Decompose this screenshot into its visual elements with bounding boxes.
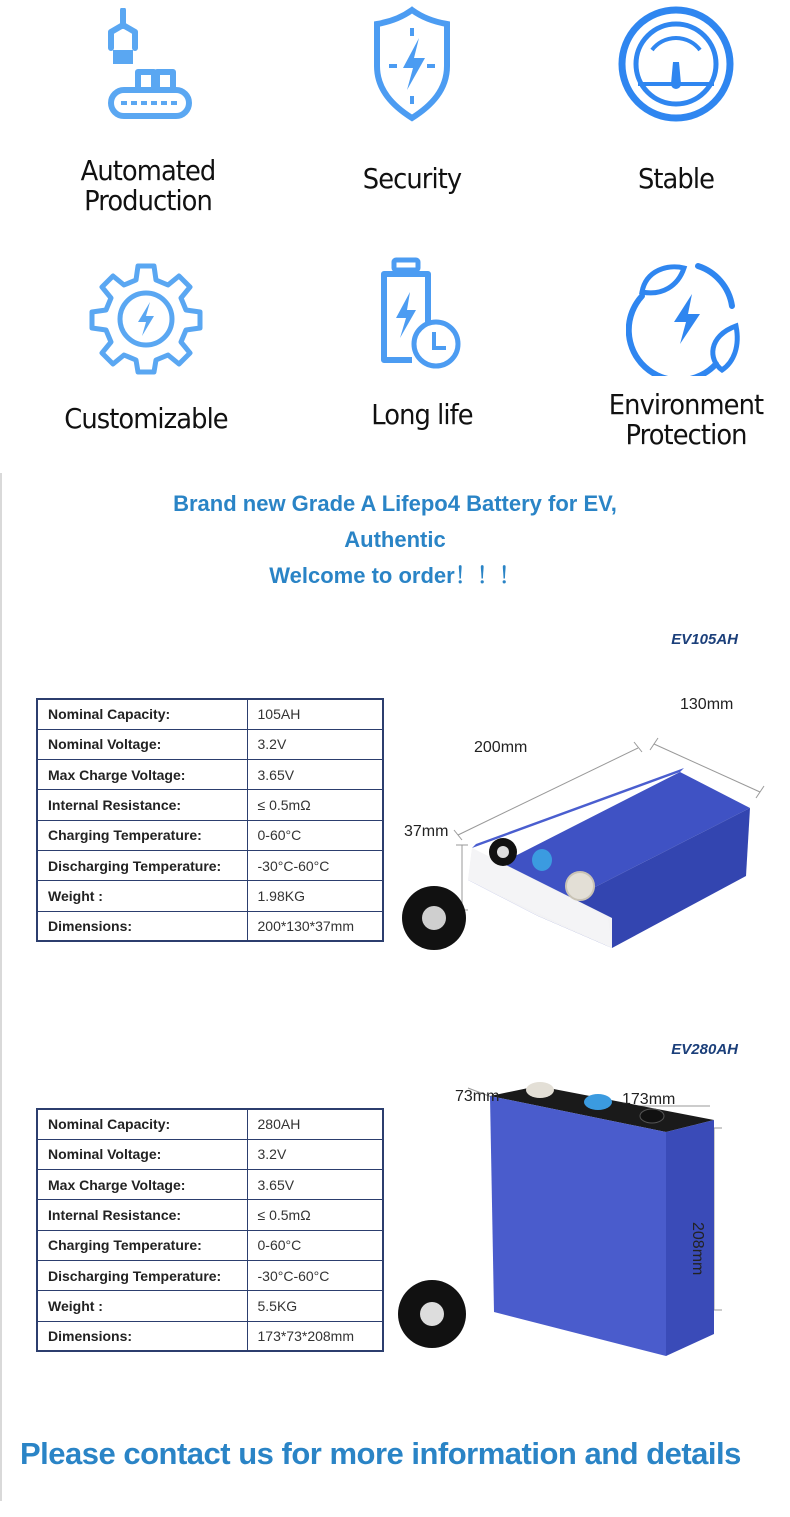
headline — [0, 486, 790, 594]
contact-footer-text: Please contact us for more information and details — [20, 1436, 741, 1471]
shield-lightning-icon — [357, 4, 467, 124]
dim-width-label: 130mm — [680, 696, 734, 713]
gauge-icon — [616, 4, 736, 124]
headline-line-2: Authentic — [344, 527, 446, 552]
feature-label: Automated Production — [80, 154, 216, 217]
feature-environment-protection — [576, 256, 790, 451]
table-row: Nominal Voltage: 3.2V — [37, 1139, 383, 1169]
feature-label: Security — [362, 162, 462, 195]
feature-stable — [566, 4, 786, 195]
table-row: Charging Temperature: 0-60°C — [37, 820, 383, 850]
model-title-ev105ah: EV105AH — [671, 631, 738, 648]
table-row: Max Charge Voltage: 3.65V — [37, 760, 383, 790]
feature-label: Environment Protection — [608, 388, 764, 451]
feature-long-life — [312, 256, 532, 431]
headline-line-1: Brand new Grade A Lifepo4 Battery for EV, — [173, 491, 617, 516]
feature-label: Stable — [637, 162, 715, 195]
table-row: Weight : 5.5KG — [37, 1291, 383, 1321]
feature-automated-production — [38, 8, 258, 217]
table-row: Nominal Capacity: 280AH — [37, 1109, 383, 1139]
table-row: Dimensions: 200*130*37mm — [37, 911, 383, 941]
feature-label: Long life — [371, 398, 473, 431]
table-row: Max Charge Voltage: 3.65V — [37, 1170, 383, 1200]
table-row: Internal Resistance: ≤ 0.5mΩ — [37, 1200, 383, 1230]
table-row: Internal Resistance: ≤ 0.5mΩ — [37, 790, 383, 820]
spec-table-ev105ah — [36, 698, 384, 942]
dim-width-label: 173mm — [622, 1091, 676, 1108]
table-row: Weight : 1.98KG — [37, 881, 383, 911]
table-row: Nominal Voltage: 3.2V — [37, 729, 383, 759]
dim-length-label: 200mm — [474, 739, 528, 756]
leaf-cycle-lightning-icon — [626, 256, 746, 376]
table-row: Charging Temperature: 0-60°C — [37, 1230, 383, 1260]
dim-depth-label: 73mm — [455, 1088, 500, 1105]
left-border-rule — [0, 473, 2, 1501]
conveyor-robot-arm-icon — [83, 8, 213, 123]
table-row: Discharging Temperature: -30°C-60°C — [37, 850, 383, 880]
table-row: Discharging Temperature: -30°C-60°C — [37, 1260, 383, 1290]
feature-label: Customizable — [64, 402, 228, 435]
feature-security — [302, 4, 522, 195]
battery-ev105ah-image — [390, 680, 790, 980]
gear-lightning-icon — [86, 258, 206, 378]
table-row: Nominal Capacity: 105AH — [37, 699, 383, 729]
dim-height-label: 208mm — [689, 1222, 706, 1276]
feature-customizable — [36, 258, 256, 435]
table-row: Dimensions: 173*73*208mm — [37, 1321, 383, 1351]
dim-height-label: 37mm — [404, 823, 449, 840]
model-title-ev280ah: EV280AH — [671, 1041, 738, 1058]
battery-ev280ah-image — [390, 1080, 790, 1420]
spec-table-ev280ah — [36, 1108, 384, 1352]
battery-clock-icon — [372, 256, 472, 376]
headline-line-3: Welcome to order！！！ — [269, 563, 521, 588]
